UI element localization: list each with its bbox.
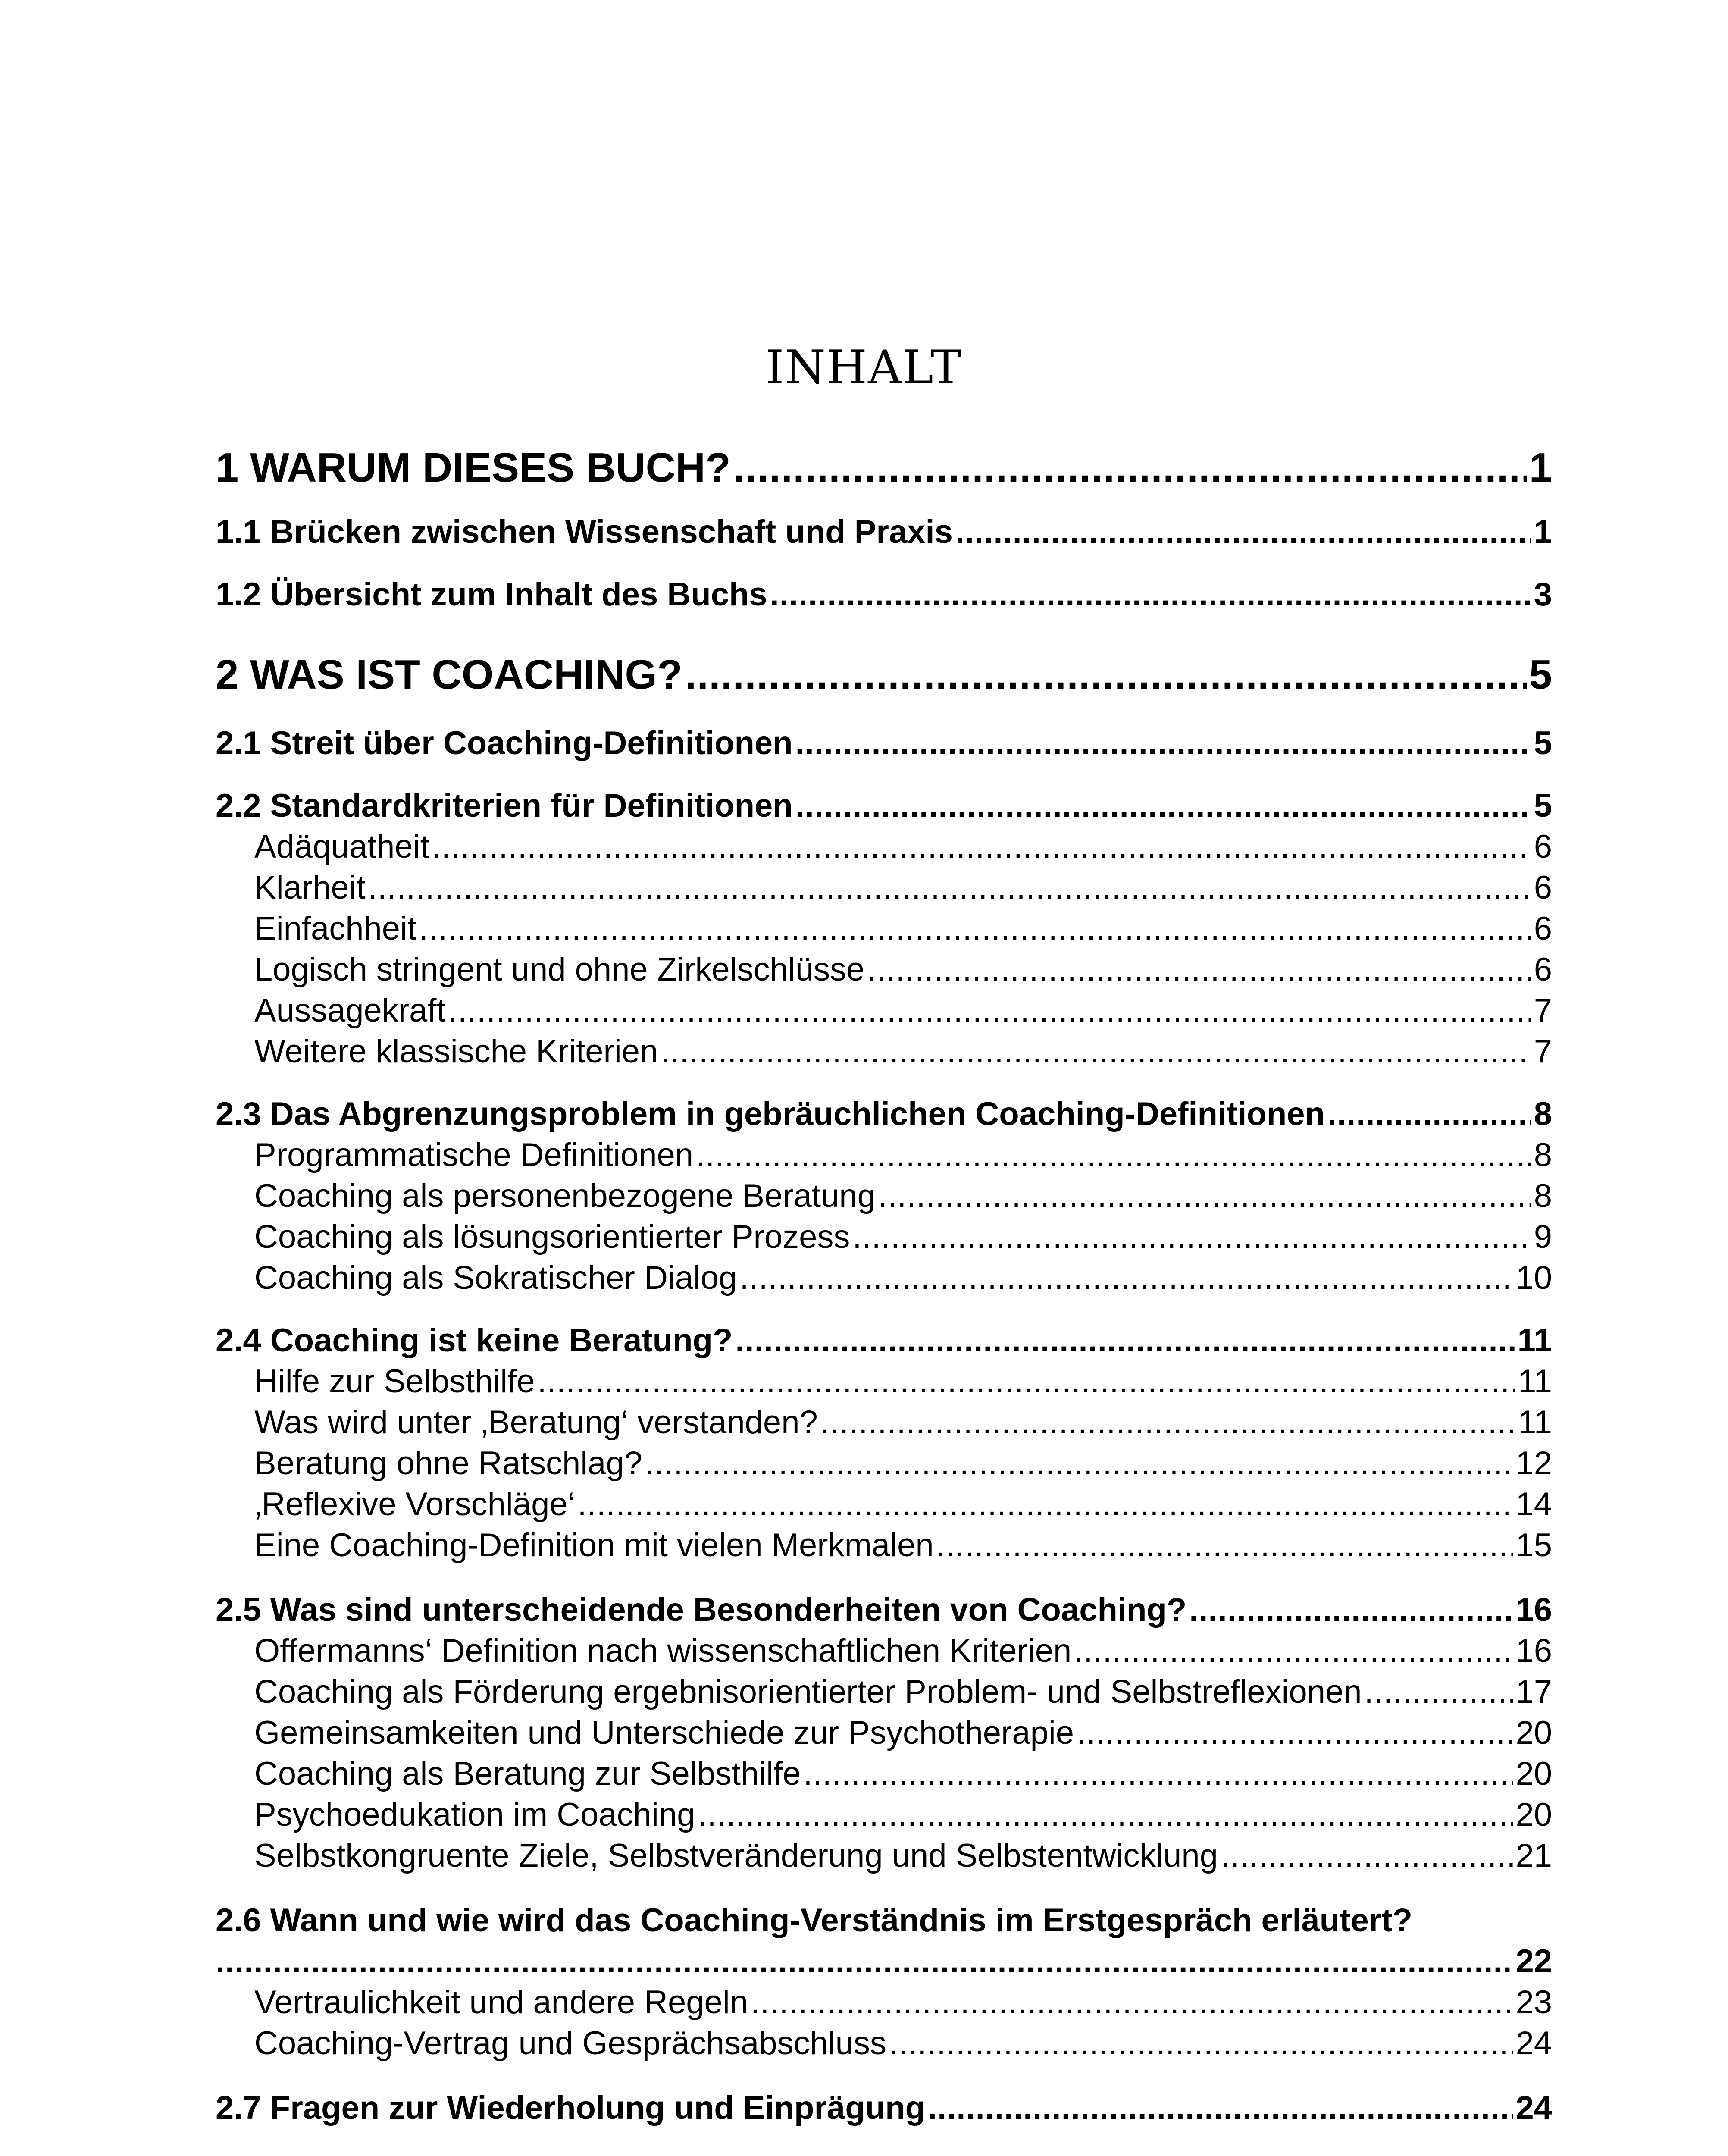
toc-entry-subsection[interactable] — [254, 1404, 1552, 1441]
toc-entry-subsection[interactable] — [254, 1485, 1552, 1523]
toc-entry-label: 2.7 Fragen zur Wiederholung und Einprägung — [216, 2090, 926, 2126]
dot-leader — [820, 1404, 1515, 1441]
toc-page-number: 7 — [1534, 992, 1552, 1029]
dot-leader — [795, 787, 1531, 824]
toc-entry-subsection[interactable] — [254, 951, 1552, 988]
toc-entry-subsection[interactable] — [254, 1526, 1552, 1564]
toc-entry-label: Was wird unter ‚Beratung‘ verstanden? — [254, 1404, 818, 1441]
toc-entry-label: Coaching als Beratung zur Selbsthilfe — [254, 1755, 801, 1792]
toc-entry-section-2-6-title[interactable]: 2.6 Wann und wie wird das Coaching-Verständnis im Erstgespräch erläutert? — [216, 1902, 1413, 1939]
toc-entry-label: ‚Reflexive Vorschläge‘ — [254, 1486, 575, 1523]
toc-entry-section-2-5[interactable] — [216, 1591, 1552, 1629]
dot-leader — [538, 1363, 1516, 1400]
toc-entry-label: 1 WARUM DIESES BUCH? — [216, 445, 731, 491]
toc-entry-subsection[interactable] — [254, 1259, 1552, 1297]
dot-leader — [368, 869, 1531, 906]
dot-leader — [578, 1485, 1513, 1523]
toc-entry-subsection[interactable] — [254, 869, 1552, 906]
toc-page-number: 16 — [1515, 1633, 1552, 1669]
dot-leader — [698, 1796, 1513, 1833]
toc-entry-subsection[interactable] — [254, 1033, 1552, 1070]
toc-entry-label: Vertraulichkeit und andere Regeln — [254, 1984, 748, 2021]
toc-page-number: 6 — [1534, 951, 1552, 988]
toc-page-number: 17 — [1515, 1673, 1552, 1710]
toc-entry-label: Hilfe zur Selbsthilfe — [254, 1363, 535, 1400]
toc-page-number: 23 — [1515, 1984, 1552, 2021]
toc-entry-label: Psychoedukation im Coaching — [254, 1796, 695, 1833]
toc-entry-section-2-3[interactable] — [216, 1095, 1552, 1133]
dot-leader — [739, 1259, 1513, 1297]
toc-page-number: 16 — [1515, 1592, 1552, 1628]
toc-page-number: 14 — [1515, 1486, 1552, 1523]
toc-page-number: 20 — [1515, 1714, 1552, 1751]
toc-entry-subsection[interactable] — [254, 1136, 1552, 1174]
toc-entry-label: Weitere klassische Kriterien — [254, 1033, 658, 1070]
toc-page-number: 24 — [1515, 2090, 1552, 2126]
toc-entry-chapter-1[interactable] — [216, 444, 1552, 492]
dot-leader — [852, 1218, 1531, 1256]
toc-entry-label: Coaching als Sokratischer Dialog — [254, 1260, 737, 1296]
toc-entry-label: Selbstkongruente Ziele, Selbstveränderung und Selbstentwicklung — [254, 1837, 1218, 1874]
toc-page-number: 5 — [1529, 652, 1552, 698]
toc-page-number: 9 — [1534, 1219, 1552, 1255]
toc-entry-label: Gemeinsamkeiten und Unterschiede zur Psychotherapie — [254, 1714, 1074, 1751]
toc-entry-subsection[interactable] — [254, 992, 1552, 1029]
dot-leader — [1327, 1095, 1531, 1133]
toc-entry-subsection[interactable] — [254, 1755, 1552, 1792]
toc-page-number: 20 — [1515, 1755, 1552, 1792]
toc-page-number: 15 — [1515, 1527, 1552, 1564]
toc-page-number: 11 — [1518, 1363, 1552, 1400]
toc-entry-label: 2.1 Streit über Coaching-Definitionen — [216, 725, 793, 761]
dot-leader — [735, 1322, 1515, 1359]
toc-entry-label: Logisch stringent und ohne Zirkelschlüsse — [254, 951, 865, 988]
toc-entry-label: Programmatische Definitionen — [254, 1137, 694, 1173]
toc-entry-subsection[interactable] — [254, 1837, 1552, 1874]
toc-page-number: 12 — [1515, 1445, 1552, 1482]
dot-leader — [1365, 1673, 1513, 1711]
dot-leader — [696, 1136, 1531, 1174]
dot-leader — [1189, 1591, 1513, 1629]
dot-leader — [432, 828, 1531, 865]
dot-leader — [661, 1033, 1531, 1070]
dot-leader — [803, 1755, 1513, 1792]
toc-page-number: 10 — [1515, 1260, 1552, 1296]
toc-entry-label: Beratung ohne Ratschlag? — [254, 1445, 642, 1482]
toc-entry-subsection[interactable] — [254, 1673, 1552, 1711]
toc-entry-label: Klarheit — [254, 869, 366, 906]
toc-page-number: 6 — [1534, 869, 1552, 906]
toc-page-number: 8 — [1534, 1137, 1552, 1173]
page-title: INHALT — [765, 341, 963, 395]
dot-leader — [928, 2089, 1513, 2127]
toc-entry-label: 2.3 Das Abgrenzungsproblem in gebräuchlichen Coaching-Definitionen — [216, 1096, 1325, 1132]
toc-entry-section-2-1[interactable] — [216, 724, 1552, 762]
toc-page-number: 22 — [1515, 1943, 1552, 1980]
toc-page-number: 11 — [1517, 1322, 1552, 1359]
dot-leader — [751, 1984, 1513, 2021]
toc-entry-subsection[interactable] — [254, 1796, 1552, 1833]
toc-entry-label: Aussagekraft — [254, 992, 446, 1029]
toc-entry-section-1-2[interactable] — [216, 576, 1552, 613]
toc-page-number: 5 — [1534, 787, 1552, 824]
toc-page-number: 6 — [1534, 828, 1552, 865]
toc-page-number: 6 — [1534, 910, 1552, 947]
toc-page-number: 1 — [1534, 514, 1552, 550]
toc-entry-subsection[interactable] — [254, 1177, 1552, 1215]
dot-leader — [1074, 1632, 1513, 1670]
toc-entry-label: Adäquatheit — [254, 828, 429, 865]
toc-page-number: 21 — [1515, 1837, 1552, 1874]
toc-entry-section-2-7[interactable] — [216, 2089, 1552, 2127]
toc-page-number: 1 — [1529, 445, 1552, 491]
dot-leader — [889, 2024, 1513, 2062]
toc-entry-label: 2.2 Standardkriterien für Definitionen — [216, 787, 793, 824]
toc-entry-label: 1.1 Brücken zwischen Wissenschaft und Praxis — [216, 514, 953, 550]
toc-page-number: 24 — [1515, 2025, 1552, 2062]
dot-leader — [867, 951, 1531, 988]
toc-entry-label: 1.2 Übersicht zum Inhalt des Buchs — [216, 576, 767, 613]
dot-leader — [770, 576, 1531, 613]
toc-entry-section-2-2[interactable] — [216, 787, 1552, 824]
dot-leader — [1077, 1714, 1513, 1752]
toc-entry-label: Coaching als Förderung ergebnisorientierter Problem- und Selbstreflexionen — [254, 1673, 1362, 1710]
toc-entry-subsection[interactable] — [254, 2024, 1552, 2062]
toc-page-number: 20 — [1515, 1796, 1552, 1833]
dot-leader — [955, 513, 1531, 551]
toc-page-number: 8 — [1534, 1096, 1552, 1132]
dot-leader — [419, 910, 1531, 947]
toc-entry-label: 2.5 Was sind unterscheidende Besonderheiten von Coaching? — [216, 1592, 1187, 1628]
dot-leader — [216, 1943, 1513, 1980]
toc-entry-section-2-4[interactable] — [216, 1322, 1552, 1359]
toc-entry-label: Offermanns‘ Definition nach wissenschaftlichen Kriterien — [254, 1633, 1072, 1669]
toc-entry-section-1-1[interactable] — [216, 513, 1552, 551]
toc-entry-label: 2 WAS IST COACHING? — [216, 652, 682, 698]
toc-entry-subsection[interactable] — [254, 1445, 1552, 1482]
dot-leader — [685, 651, 1527, 699]
dot-leader — [1221, 1837, 1513, 1874]
toc-entry-section-2-6[interactable] — [216, 1943, 1552, 1980]
toc-entry-subsection[interactable] — [254, 1632, 1552, 1670]
toc-entry-subsection[interactable] — [254, 828, 1552, 865]
toc-entry-subsection[interactable] — [254, 1363, 1552, 1400]
toc-entry-label: Coaching als personenbezogene Beratung — [254, 1178, 876, 1214]
toc-page-number: 3 — [1534, 576, 1552, 613]
toc-entry-label: Coaching als lösungsorientierter Prozess — [254, 1219, 850, 1255]
dot-leader — [878, 1177, 1531, 1215]
toc-entry-subsection[interactable] — [254, 910, 1552, 947]
toc-page-number: 7 — [1534, 1033, 1552, 1070]
dot-leader — [645, 1445, 1513, 1482]
toc-entry-chapter-2[interactable] — [216, 651, 1552, 699]
toc-page-number: 8 — [1534, 1178, 1552, 1214]
toc-entry-label: Einfachheit — [254, 910, 417, 947]
toc-page-number: 11 — [1518, 1404, 1552, 1441]
toc-entry-subsection[interactable] — [254, 1714, 1552, 1752]
toc-entry-label: Eine Coaching-Definition mit vielen Merkmalen — [254, 1527, 934, 1564]
dot-leader — [448, 992, 1531, 1029]
toc-entry-subsection[interactable] — [254, 1218, 1552, 1256]
toc-entry-label: Coaching-Vertrag und Gesprächsabschluss — [254, 2025, 886, 2062]
dot-leader — [733, 444, 1527, 492]
dot-leader — [795, 724, 1531, 762]
toc-entry-label: 2.4 Coaching ist keine Beratung? — [216, 1322, 733, 1359]
toc-entry-subsection[interactable] — [254, 1984, 1552, 2021]
dot-leader — [936, 1526, 1513, 1564]
toc-page-number: 5 — [1534, 725, 1552, 761]
